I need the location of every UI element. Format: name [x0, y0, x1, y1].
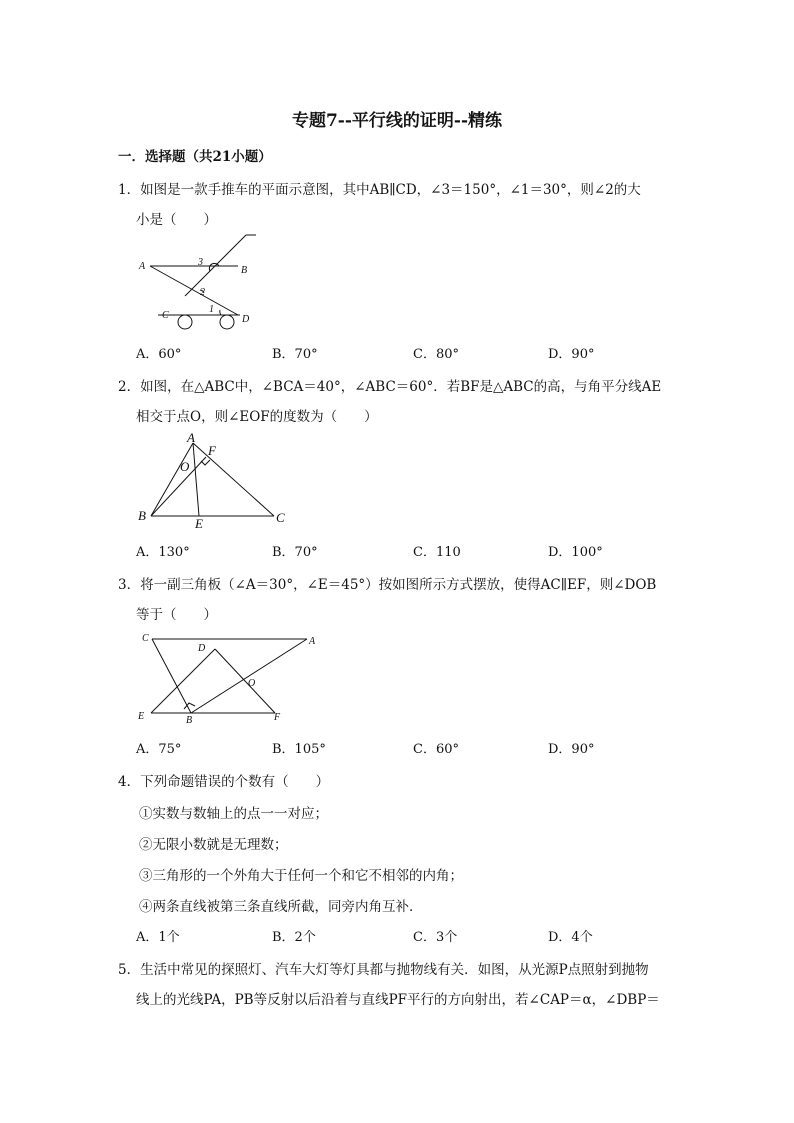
- q2-label-b: B: [138, 508, 146, 523]
- q3-option-c[interactable]: C．60°: [413, 742, 459, 757]
- q2-text-line2: 相交于点O，则∠EOF的度数为（ ）: [136, 409, 378, 425]
- q3-label-c: C: [142, 633, 149, 644]
- q2-label-e: E: [195, 516, 203, 531]
- page-title: 专题7--平行线的证明--精练: [291, 111, 503, 131]
- q5-text-line2: 线上的光线PA，PB等反射以后沿着与直线PF平行的方向射出，若∠CAP＝α，∠DBP＝: [136, 992, 660, 1008]
- q1-label-b: B: [241, 265, 248, 276]
- q4-option-b[interactable]: B．2个: [272, 930, 316, 945]
- q1-option-d[interactable]: D．90°: [548, 347, 595, 362]
- q5-text-line1: 5．生活中常见的探照灯、汽车大灯等灯具都与抛物线有关．如图，从光源P点照射到抛物: [118, 962, 649, 978]
- q1-label-c: C: [162, 310, 169, 321]
- q1-option-a[interactable]: A．60°: [136, 347, 182, 362]
- q2-option-b[interactable]: B．70°: [272, 545, 318, 560]
- q3-text-line1: 3．将一副三角板（∠A＝30°，∠E＝45°）按如图所示方式摆放，使得AC∥EF，则∠DOB: [118, 577, 657, 593]
- q4-option-a[interactable]: A．1个: [136, 930, 180, 945]
- q3-option-a[interactable]: A．75°: [136, 742, 182, 757]
- q3-label-o: O: [248, 678, 256, 689]
- section-heading: 一．选择题（共21小题）: [118, 149, 272, 165]
- q3-label-b: B: [186, 715, 193, 726]
- q4-statement-2: ②无限小数就是无理数；: [139, 837, 288, 853]
- q2-label-f: F: [208, 443, 216, 458]
- q1-option-c[interactable]: C．80°: [413, 347, 459, 362]
- q1-label-a: A: [139, 261, 146, 272]
- q1-text-line2: 小是（ ）: [136, 212, 217, 228]
- q2-option-c[interactable]: C．110: [413, 545, 461, 560]
- q4-text-line1: 4．下列命题错误的个数有（ ）: [118, 774, 330, 790]
- q4-option-d[interactable]: D．4个: [548, 930, 593, 945]
- q3-label-d: D: [198, 643, 206, 654]
- q4-option-c[interactable]: C．3个: [413, 930, 458, 945]
- q3-label-e: E: [138, 711, 145, 722]
- q1-label-3: 3: [198, 257, 203, 268]
- q4-statement-4: ④两条直线被第三条直线所截，同旁内角互补．: [139, 899, 423, 915]
- q3-text-line2: 等于（ ）: [136, 607, 217, 623]
- q3-option-b[interactable]: B．105°: [272, 742, 326, 757]
- q3-option-d[interactable]: D．90°: [548, 742, 595, 757]
- q2-option-d[interactable]: D．100°: [548, 545, 603, 560]
- q3-label-f: F: [274, 712, 281, 723]
- q1-option-b[interactable]: B．70°: [272, 347, 318, 362]
- q3-label-a: A: [309, 636, 316, 647]
- q2-text-line1: 2．如图，在△ABC中，∠BCA＝40°，∠ABC＝60°．若BF是△ABC的高，与角平分线AE: [118, 379, 662, 395]
- q2-label-o: O: [180, 459, 190, 474]
- q1-figure: [130, 230, 260, 335]
- q1-label-1: 1: [209, 304, 214, 315]
- q1-text-line1: 1．如图是一款手推车的平面示意图，其中AB∥CD，∠3＝150°，∠1＝30°，则∠2的大: [118, 182, 641, 198]
- q4-statement-3: ③三角形的一个外角大于任何一个和它不相邻的内角；: [139, 868, 463, 884]
- q3-figure: [135, 630, 325, 730]
- q1-label-2: 2: [200, 287, 205, 298]
- q2-label-c: C: [276, 510, 285, 525]
- q2-figure: [135, 430, 295, 530]
- q2-label-a: A: [187, 430, 195, 445]
- q1-label-d: D: [242, 314, 250, 325]
- q4-statement-1: ①实数与数轴上的点一一对应；: [139, 806, 328, 822]
- q2-option-a[interactable]: A．130°: [136, 545, 190, 560]
